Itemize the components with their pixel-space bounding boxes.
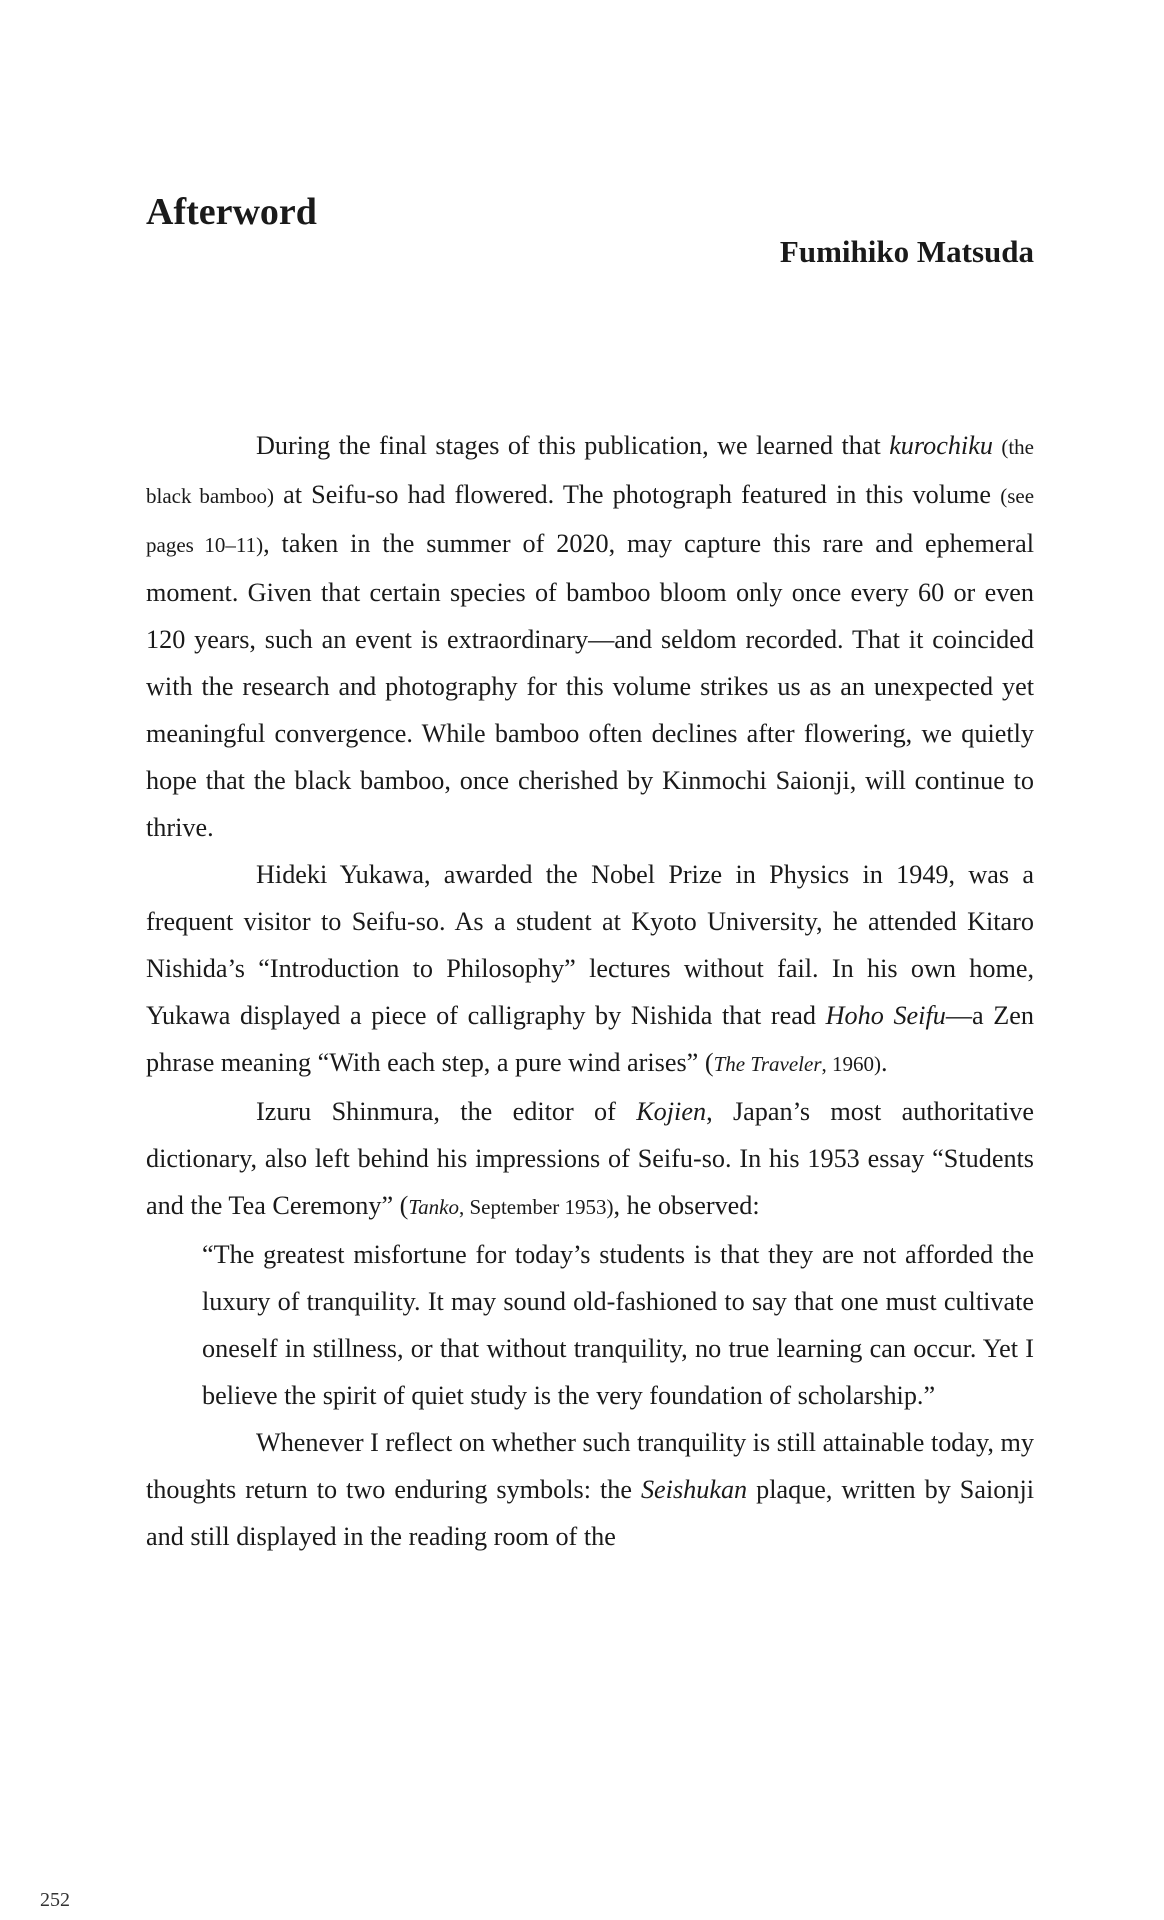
text-run: plaque, written by Saionji and still displayed in the reading room of the bbox=[146, 1475, 1034, 1551]
term-hoho-seifu: Hoho Seifu bbox=[825, 1001, 946, 1030]
text-run: During the final stages of this publication, we learned that bbox=[256, 431, 890, 460]
page-reference: (see pages 10–11) bbox=[146, 484, 1035, 557]
text-run: , he observed: bbox=[613, 1191, 760, 1220]
body-text bbox=[146, 422, 1034, 1560]
paragraph-1 bbox=[146, 422, 1034, 851]
citation-title-traveler: The Traveler bbox=[713, 1052, 822, 1076]
term-seishukan: Seishukan bbox=[640, 1475, 748, 1504]
text-run: Hideki Yukawa, awarded the Nobel Prize in Physics in 1949, was a frequent visitor to Seifu-so. As a student at Kyoto University, he attended Kitaro Nishida’s “Introduction to Philosophy” lectures without fail. In his own home, Yukawa displayed a piece of calligraphy by Nishida that read bbox=[146, 860, 1034, 1030]
term-kojien: Kojien bbox=[636, 1097, 707, 1126]
paragraph-4 bbox=[146, 1419, 1034, 1560]
paragraph-3 bbox=[146, 1088, 1034, 1231]
paragraph-2 bbox=[146, 851, 1034, 1088]
citation-title-tanko: Tanko bbox=[408, 1195, 459, 1219]
chapter-title: Afterword bbox=[146, 191, 317, 233]
text-run: Whenever I reflect on whether such tranquility is still attainable today, my thoughts return to two enduring symbols: the bbox=[146, 1428, 1034, 1504]
gloss-black-bamboo: (the black bamboo) bbox=[146, 435, 1035, 508]
citation-paren: ( bbox=[704, 1048, 714, 1077]
text-run: , taken in the summer of 2020, may capture this rare and ephemeral moment. Given that certain species of bamboo bloom only once every 60 or even 120 years, such an event is extraordinary—and seldom recorded. That it coincided with the research and photography for this volume strikes us as an unexpected yet meaningful convergence. While bamboo often declines after flowering, we quietly hope that the black bamboo, once cherished by Kinmochi Saionji, will continue to thrive. bbox=[146, 529, 1034, 842]
citation-paren: ( bbox=[399, 1191, 409, 1220]
text-run: —a Zen phrase meaning “With each step, a pure wind arises” bbox=[146, 1001, 1034, 1077]
citation-date: , September 1953) bbox=[458, 1195, 614, 1219]
block-quote: “The greatest misfortune for today’s students is that they are not afforded the luxury of tranquility. It may sound old-fashioned to say that one must cultivate oneself in stillness, or that without tranquility, no true learning can occur. Yet I believe the spirit of quiet study is the very foundation of scholarship.” bbox=[202, 1240, 1034, 1410]
text-run: Izuru Shinmura, the editor of bbox=[256, 1097, 637, 1126]
text-run: , Japan’s most authoritative dictionary, also left behind his impressions of Seifu-so. In his 1953 essay “Students and the Tea Ceremony” bbox=[146, 1097, 1034, 1220]
text-run: . bbox=[881, 1048, 888, 1077]
author-name: Fumihiko Matsuda bbox=[779, 234, 1034, 269]
page-number: 252 bbox=[40, 1889, 70, 1911]
text-run: at Seifu-so had flowered. The photograph featured in this volume bbox=[273, 480, 1001, 509]
citation-year: , 1960) bbox=[821, 1052, 882, 1076]
term-kurochiku: kurochiku bbox=[889, 431, 993, 460]
